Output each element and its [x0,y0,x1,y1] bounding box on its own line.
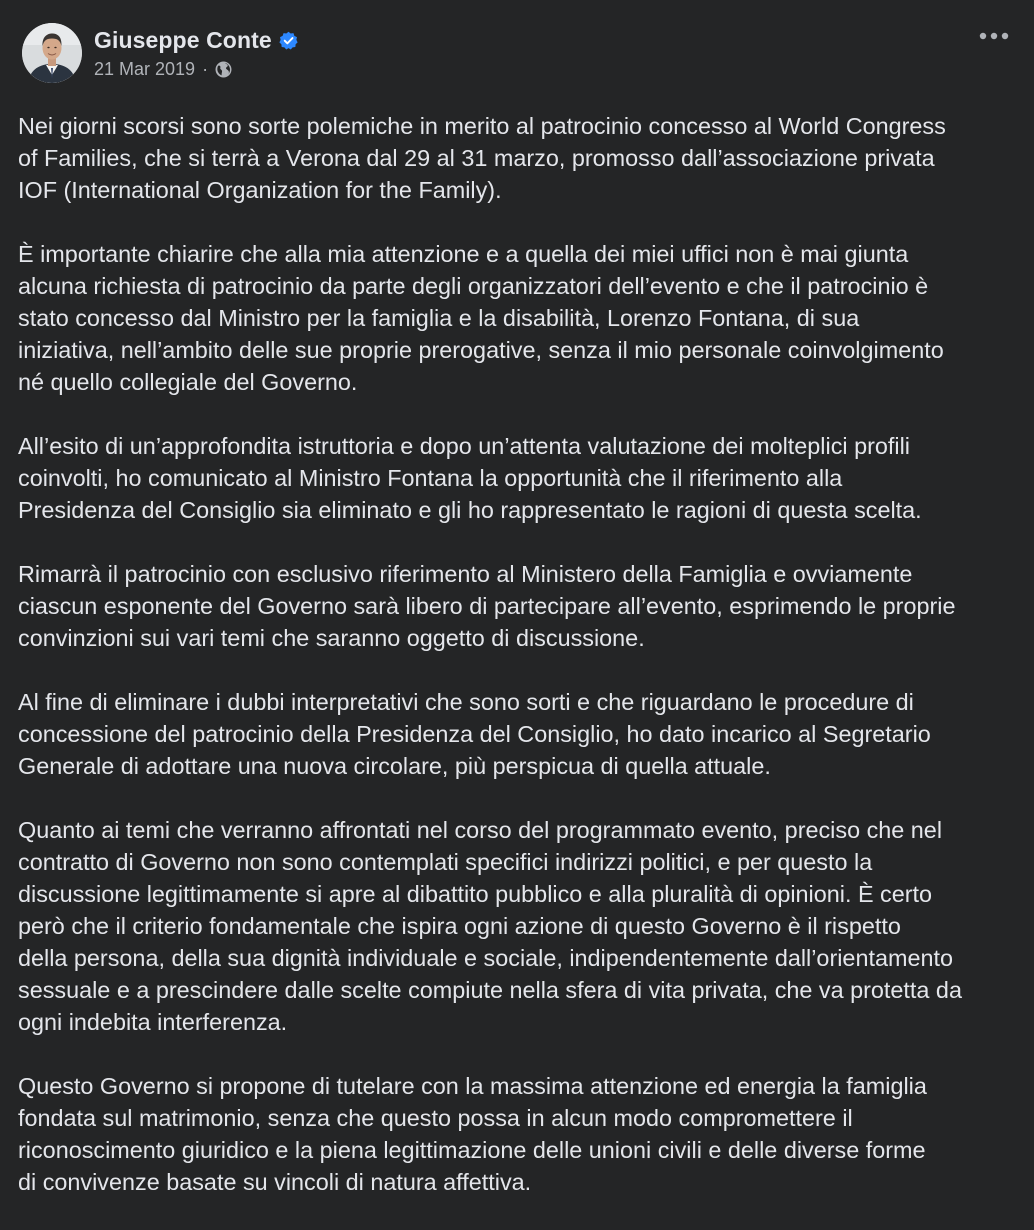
post-paragraph: Questo Governo si propone di tutelare con la massima attenzione ed energia la famiglia fondata sul matrimonio, senza che questo possa in alcun modo compromettere il riconoscimento giuridico e la piena legittimazione delle unioni civili e delle diverse forme di convivenze basate su vincoli di natura affettiva. [18,1073,927,1195]
author-avatar[interactable] [22,23,82,83]
author-name[interactable]: Giuseppe Conte [94,26,272,53]
profile-photo-icon [22,23,82,83]
post-paragraph: È importante chiarire che alla mia attenzione e a quella dei miei uffici non è mai giunta alcuna richiesta di patrocinio da parte degli organizzatori dell’evento e che il patrocinio è stato concesso dal Ministro per la famiglia e la disabilità, Lorenzo Fontana, di sua iniziativa, nell’ambito delle sue proprie prerogative, senza il mio personale coinvolgimento né quello collegiale del Governo. [18,241,944,395]
post-subline [94,59,298,80]
post-paragraph: Nei giorni scorsi sono sorte polemiche in merito al patrocinio concesso al World Congress of Families, che si terrà a Verona dal 29 al 31 marzo, promosso dall’associazione privata IOF (International Organization for the Family). [18,113,946,203]
post-paragraph: All’esito di un’approfondita istruttoria e dopo un’attenta valutazione dei molteplici profili coinvolti, ho comunicato al Ministro Fontana la opportunità che il riferimento alla Presidenza del Consiglio sia eliminato e gli ho rappresentato le ragioni di questa scelta. [18,433,922,523]
more-options-icon [979,32,1009,40]
post-paragraph: Al fine di eliminare i dubbi interpretativi che sono sorti e che riguardano le procedure di concessione del patrocinio della Presidenza del Consiglio, ho dato incarico al Segretario Generale di adottare una nuova circolare, più perspicua di quella attuale. [18,689,931,779]
post-date[interactable]: 21 Mar 2019 [94,59,196,79]
post-meta [94,26,298,80]
globe-icon[interactable] [215,61,232,78]
verified-badge-icon [279,31,298,50]
post-paragraph: Quanto ai temi che verranno affrontati nel corso del programmato evento, preciso che nel contratto di Governo non sono contemplati specifici indirizzi politici, e per questo la discussione legittimamente si apre al dibattito pubblico e alla pluralità di opinioni. È certo però che il criterio fondamentale che ispira ogni azione di questo Governo è il rispetto della persona, della sua dignità individuale e sociale, indipendentemente dall’orientamento sessuale e a prescindere dalle scelte compiute nella sfera di vita privata, che va protetta da ogni indebita interferenza. [18,817,962,1035]
post-body [18,110,1018,1230]
post-paragraph: Rimarrà il patrocinio con esclusivo riferimento al Ministero della Famiglia e ovviamente ciascun esponente del Governo sarà libero di partecipare all’evento, esprimendo le proprie convinzioni sui vari temi che saranno oggetto di discussione. [18,561,956,651]
author-name-row [94,26,298,54]
meta-separator: · [202,59,209,79]
post-header [22,22,298,84]
more-options-button[interactable] [976,22,1012,50]
